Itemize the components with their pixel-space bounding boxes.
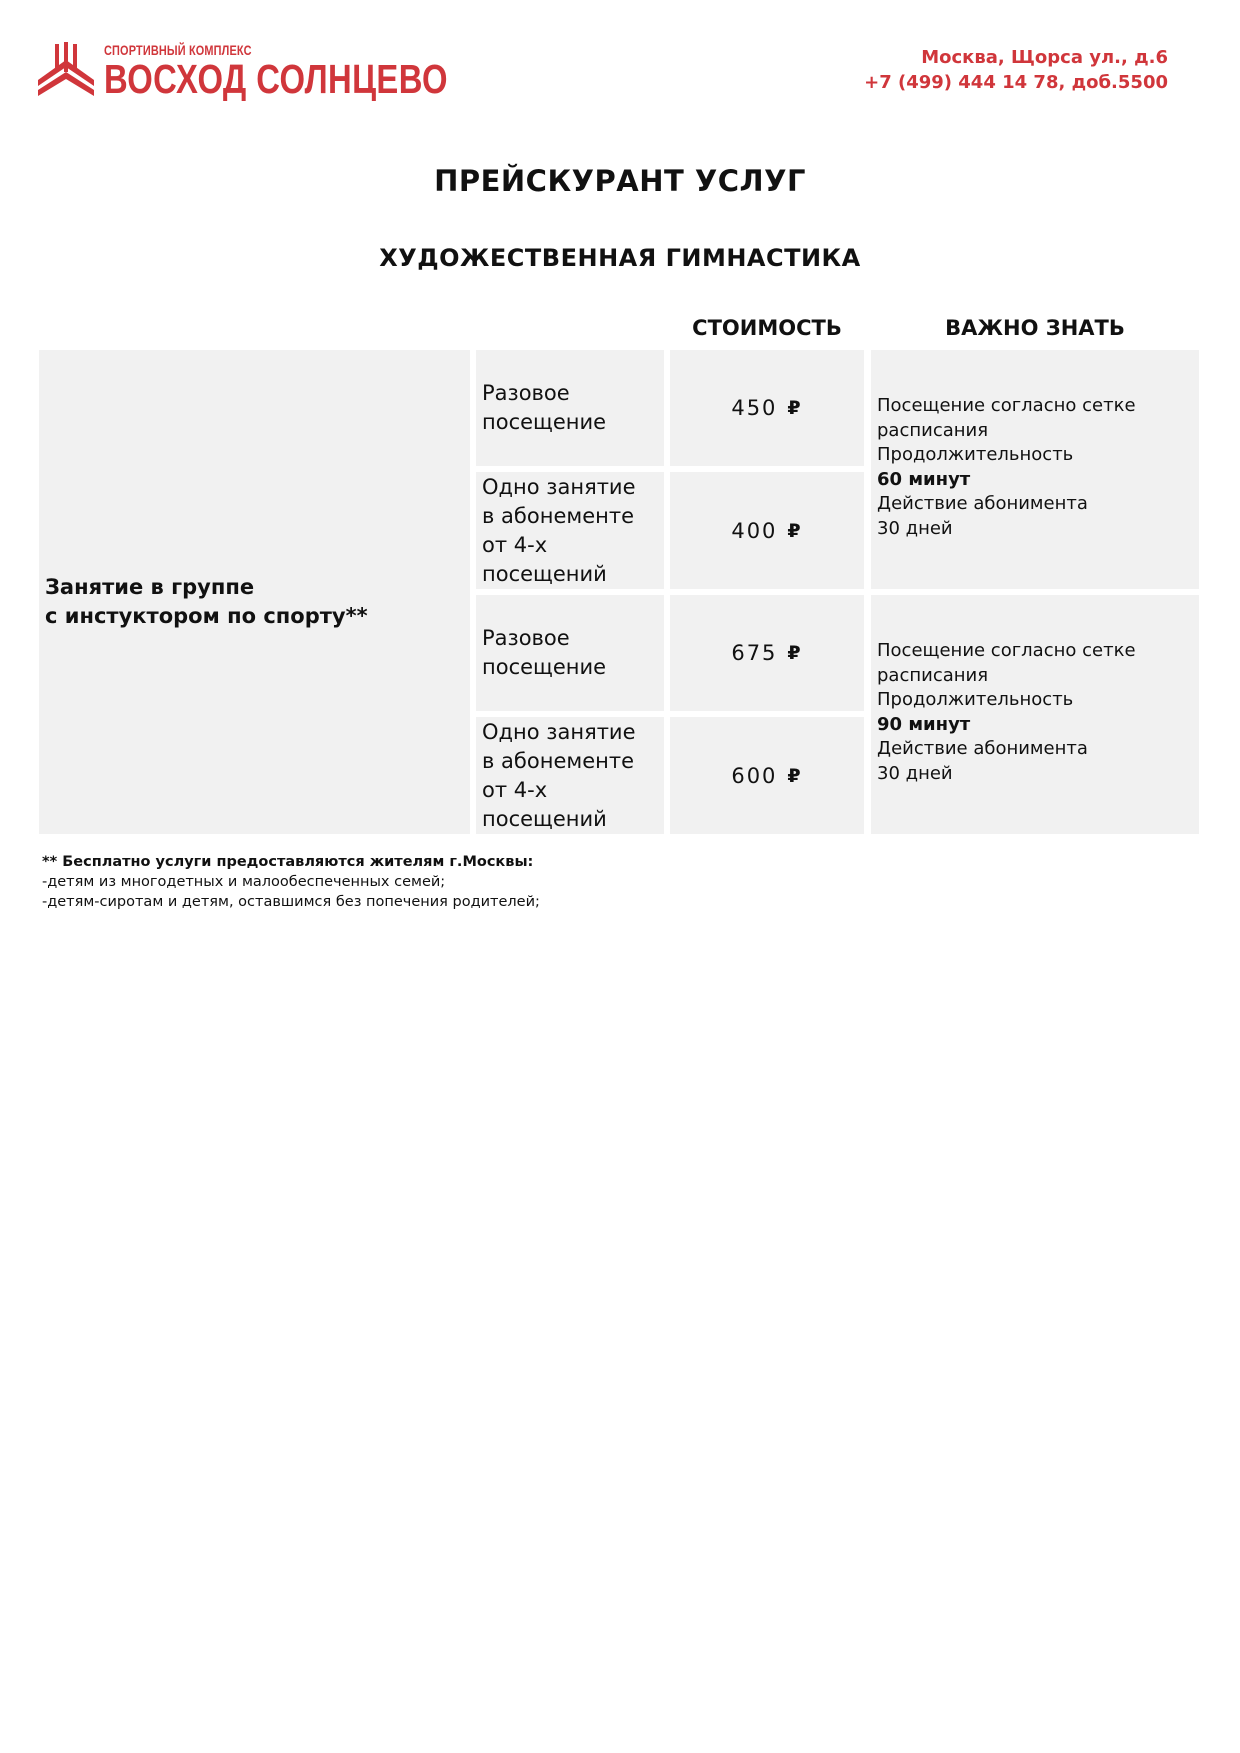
- visit-type: Разовое посещение: [482, 626, 607, 679]
- logo-emblem-icon: [38, 42, 94, 98]
- column-header-price: СТОИМОСТЬ: [692, 316, 842, 340]
- footnote-heading: ** Бесплатно услуги предоставляются жителям г.Москвы:: [42, 854, 534, 870]
- price-value: 450: [731, 396, 778, 420]
- price-value: 400: [731, 518, 778, 543]
- price-cell: [670, 350, 864, 466]
- ruble-sign: ₽: [787, 642, 803, 664]
- info-duration: 90 минут: [877, 713, 971, 735]
- info-line: Продолжительность: [877, 444, 1074, 465]
- info-line: расписания: [877, 419, 989, 441]
- footnote-item: -детям-сиротам и детям, оставшимся без попечения родителей;: [42, 894, 540, 910]
- service-name: Занятие в группе с инстуктором по спорту**: [45, 575, 368, 628]
- price-value: 600: [731, 763, 778, 788]
- column-header-info: ВАЖНО ЗНАТЬ: [945, 316, 1125, 340]
- visit-type: Одно занятие в абонементе от 4-х посещений: [482, 719, 636, 831]
- footnote-item: -детям из многодетных и малообеспеченных семей;: [42, 874, 446, 890]
- info-line: Посещение согласно сетке: [877, 640, 1136, 661]
- visit-type: Одно занятие в абонементе от 4-х посещений: [482, 474, 636, 586]
- page-title: ПРЕЙСКУРАНТ УСЛУГ: [434, 164, 806, 198]
- section-title: ХУДОЖЕСТВЕННАЯ ГИМНАСТИКА: [379, 244, 861, 272]
- info-line: 30 дней: [877, 762, 953, 784]
- info-cell-60: [871, 350, 1199, 589]
- price-cell: [670, 595, 864, 711]
- ruble-sign: ₽: [787, 764, 803, 787]
- info-line: Продолжительность: [877, 689, 1074, 710]
- logo-title: ВОСХОД СОЛНЦЕВО: [104, 56, 448, 102]
- contacts: [864, 45, 1168, 95]
- price-cell: [670, 472, 864, 589]
- info-line: Посещение согласно сетке: [877, 395, 1136, 416]
- visit-type-cell: [476, 717, 664, 834]
- info-line: расписания: [877, 664, 989, 686]
- phone: +7 (499) 444 14 78, доб.5500: [864, 72, 1168, 93]
- info-line: Действие абонимента: [877, 738, 1088, 759]
- info-line: 30 дней: [877, 517, 953, 539]
- info-line: Действие абонимента: [877, 493, 1088, 514]
- visit-type-cell: [476, 595, 664, 711]
- logo: [38, 42, 448, 102]
- visit-type-cell: [476, 472, 664, 589]
- info-duration: 60 минут: [877, 468, 971, 490]
- ruble-sign: ₽: [787, 519, 803, 542]
- visit-type: Разовое посещение: [482, 381, 607, 434]
- address: Москва, Щорса ул., д.6: [921, 47, 1168, 68]
- price-cell: [670, 717, 864, 834]
- service-name-cell: [39, 350, 470, 834]
- price-value: 675: [731, 641, 778, 665]
- logo-subtitle: СПОРТИВНЫЙ КОМПЛЕКС: [104, 42, 252, 58]
- footnote: [42, 852, 540, 912]
- info-cell-90: [871, 595, 1199, 834]
- ruble-sign: ₽: [787, 397, 803, 419]
- visit-type-cell: [476, 350, 664, 466]
